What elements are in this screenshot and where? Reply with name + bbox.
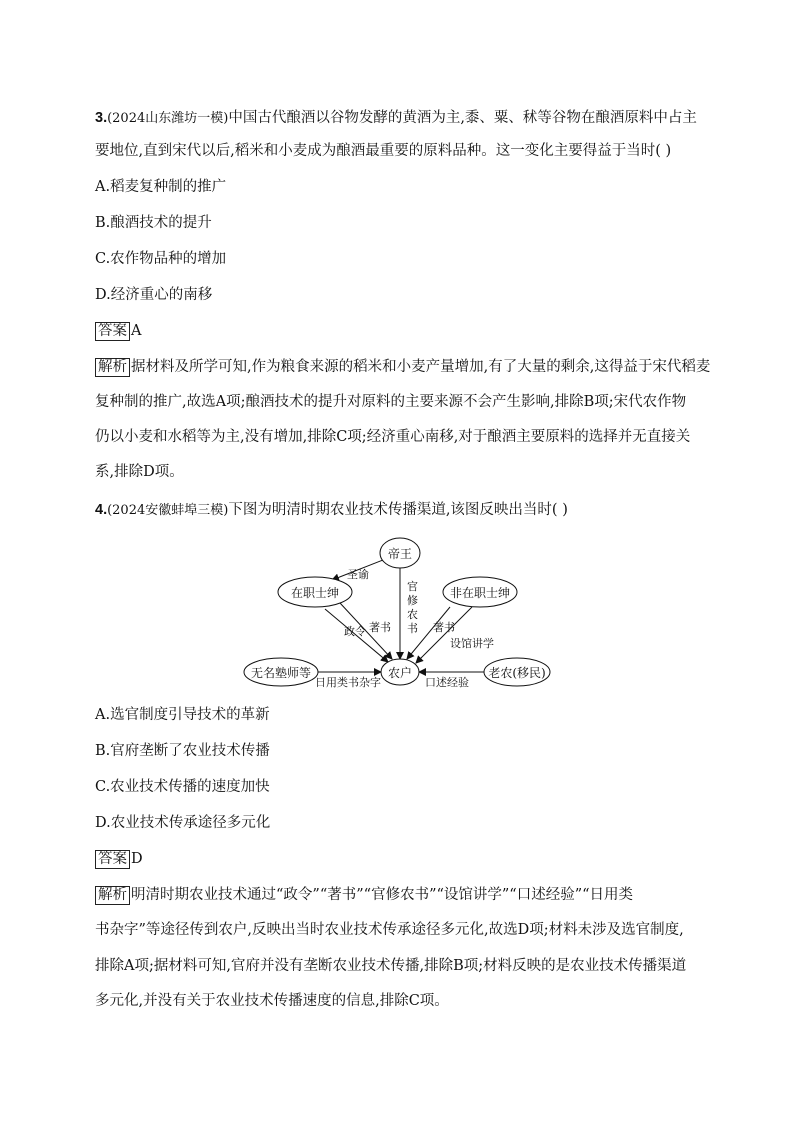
q4-answer bbox=[95, 849, 143, 869]
q3-stem-text1: 中国古代酿酒以谷物发酵的黄酒为主,黍、粟、秫等谷物在酿酒原料中占主 bbox=[228, 110, 697, 126]
q3-option-d: D.经济重心的南移 bbox=[95, 287, 213, 303]
label-daily-books: 日用类书杂字 bbox=[315, 676, 381, 689]
tech-spread-diagram bbox=[240, 535, 560, 695]
node-nonofficial-gentry bbox=[443, 577, 517, 607]
label-writing-b: 著书 bbox=[433, 621, 455, 634]
label-decree: 政令 bbox=[344, 625, 366, 638]
node-teachers bbox=[244, 658, 318, 686]
q4-source: (2024安徽蚌埠三模) bbox=[107, 503, 229, 518]
q4-option-b: B.官府垄断了农业技术传播 bbox=[95, 743, 270, 759]
q3-answer-value: A bbox=[131, 323, 142, 339]
q3-answer bbox=[95, 321, 141, 341]
q3-answer-label: 答案 bbox=[95, 322, 130, 341]
q3-analysis-line2: 复种制的推广,故选A项;酿酒技术的提升对原料的主要来源不会产生影响,排除B项;宋代农作物 bbox=[95, 394, 687, 410]
q3-option-c: C.农作物品种的增加 bbox=[95, 251, 227, 267]
node-official-gentry bbox=[278, 577, 352, 607]
q4-analysis-text1: 明清时期农业技术通过“政令”“著书”“官修农书”“设馆讲学”“口述经验”“日用类 bbox=[131, 887, 634, 903]
q3-analysis-text1: 据材料及所学可知,作为粮食来源的稻米和小麦产量增加,有了大量的剩余,这得益于宋代稻麦 bbox=[131, 359, 711, 375]
label-official-book-3: 农 bbox=[407, 608, 418, 621]
q3-analysis-label: 解析 bbox=[95, 358, 130, 377]
q4-option-a: A.选官制度引导技术的革新 bbox=[95, 707, 270, 723]
q4-analysis-line4: 多元化,并没有关于农业技术传播速度的信息,排除C项。 bbox=[95, 993, 449, 1009]
q3-analysis-line1 bbox=[95, 357, 710, 377]
node-farmer bbox=[381, 659, 419, 685]
label-official-book-4: 书 bbox=[407, 622, 418, 635]
label-official-book-1: 官 bbox=[407, 580, 418, 593]
label-lecture: 设馆讲学 bbox=[450, 637, 494, 650]
q4-answer-value: D bbox=[131, 851, 143, 867]
node-old-farmer bbox=[484, 658, 550, 686]
edge-nongentry-lecture bbox=[416, 607, 472, 663]
q4-number: 4. bbox=[95, 502, 108, 518]
q4-analysis-line2: 书杂字”等途径传到农户,反映出当时农业技术传承途径多元化,故选D项;材料未涉及选官制度, bbox=[95, 922, 684, 938]
q3-analysis-line3: 仍以小麦和水稻等为主,没有增加,排除C项;经济重心南移,对于酿酒主要原料的选择并无直接关 bbox=[95, 429, 691, 445]
svg-text:非在职士绅: 非在职士绅 bbox=[449, 586, 511, 600]
q4-analysis-line1 bbox=[95, 885, 633, 905]
q4-option-c: C.农业技术传播的速度加快 bbox=[95, 779, 270, 795]
q3-option-b: B.酿酒技术的提升 bbox=[95, 215, 212, 231]
q4-stem bbox=[95, 500, 568, 521]
svg-text:帝王: 帝王 bbox=[387, 547, 413, 561]
q4-analysis-line3: 排除A项;据材料可知,官府并没有垄断农业技术传播,排除B项;材料反映的是农业技术传播渠道 bbox=[95, 958, 687, 974]
label-official-book-2: 修 bbox=[407, 594, 418, 607]
q4-answer-label: 答案 bbox=[95, 850, 130, 869]
q3-source: (2024山东潍坊一模) bbox=[107, 111, 229, 126]
node-emperor bbox=[380, 538, 420, 568]
q3-stem-line2: 要地位,直到宋代以后,稻米和小麦成为酿酒最重要的原料品种。这一变化主要得益于当时( ) bbox=[95, 143, 672, 159]
q3-analysis-line4: 系,排除D项。 bbox=[95, 464, 184, 480]
q3-number: 3. bbox=[95, 110, 108, 126]
q4-analysis-label: 解析 bbox=[95, 886, 130, 905]
label-writing-a: 著书 bbox=[369, 621, 391, 634]
q4-stem-text: 下图为明清时期农业技术传播渠道,该图反映出当时( ) bbox=[228, 502, 568, 518]
label-oral: 口述经验 bbox=[425, 676, 469, 689]
q3-stem-line1 bbox=[95, 108, 697, 129]
svg-text:无名塾师等: 无名塾师等 bbox=[250, 666, 312, 680]
svg-text:农户: 农户 bbox=[387, 666, 413, 680]
q4-option-d: D.农业技术传承途径多元化 bbox=[95, 815, 271, 831]
svg-text:老农(移民): 老农(移民) bbox=[488, 666, 546, 680]
label-edict: 圣谕 bbox=[347, 568, 369, 581]
q3-option-a: A.稻麦复种制的推广 bbox=[95, 179, 227, 195]
svg-text:在职士绅: 在职士绅 bbox=[290, 586, 340, 600]
